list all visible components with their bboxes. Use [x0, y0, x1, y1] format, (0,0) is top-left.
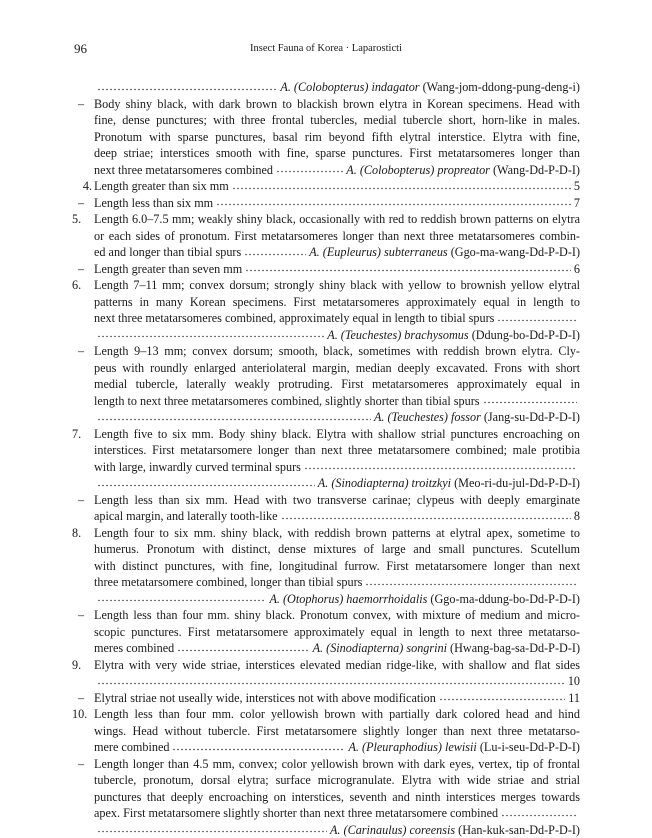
korean-name: (Ddung-bo-Dd-P-D-I): [469, 328, 580, 342]
couplet-text: Length less than six mm: [94, 195, 213, 212]
key-line: [72, 129, 580, 146]
key-text: interstices. First metatarsomere longer than next three metatarsomere combined; male protibia: [94, 442, 580, 459]
key-text: or each sides of pronotum. First metatarsomeres longer than next three metatarsomeres combin-: [94, 228, 580, 245]
leader-dots: [244, 253, 306, 256]
korean-name: (Wang-Dd-P-D-I): [490, 163, 580, 177]
leader-dots: [497, 319, 577, 322]
key-result: [309, 244, 580, 261]
key-line: [72, 294, 580, 311]
key-result: [348, 739, 580, 756]
running-title: Insect Fauna of Korea · Laparosticti: [0, 43, 652, 54]
leader-dots: [439, 698, 565, 701]
key-line: [72, 657, 580, 674]
key-text: Length less than six mm. Head with two transverse carinae; clypeus with deeply emarginate: [94, 492, 580, 509]
taxon-name: A. (Otophorus) haemorrhoidalis: [269, 592, 427, 606]
leader-dots: [97, 682, 565, 685]
key-line: [72, 805, 580, 822]
leader-dots: [232, 187, 571, 190]
korean-name: (Ggo-ma-ddung-bo-Dd-P-D-I): [427, 592, 580, 606]
taxon-name: A. (Colobopterus) indagator: [280, 80, 419, 94]
key-line: [72, 591, 580, 608]
key-text: Pronotum with sparse punctures, basal rim beyond fifth elytral interstice. Elytra with fine,: [94, 129, 580, 146]
couplet-text: mere combined: [94, 739, 169, 756]
korean-name: (Hwang-bag-sa-Dd-P-D-I): [447, 641, 580, 655]
korean-name: (Meo-ri-du-jul-Dd-P-D-I): [451, 476, 580, 490]
taxon-name: A. (Sinodiapterna) songrini: [313, 641, 447, 655]
key-text: medial tubercle, laterally weakly protruding. First metatarsomeres approximately equal in: [94, 376, 580, 393]
key-text: Length 7–11 mm; convex dorsum; strongly shiny black with yellow to brownish yellow elytral: [94, 277, 580, 294]
key-line: [72, 508, 580, 525]
couplet-text: Length greater than six mm: [94, 178, 229, 195]
leader-dots: [501, 814, 577, 817]
key-line: [72, 541, 580, 558]
leader-dots: [97, 830, 327, 833]
couplet-marker: –: [78, 343, 84, 360]
korean-name: 10: [568, 674, 580, 688]
key-line: [72, 607, 580, 624]
couplet-text: apex. First metatarsomere slightly shorter than next three metatarsomere combined: [94, 805, 498, 822]
key-text: Length longer than 4.5 mm, convex; color yellowish brown with dark eyes, vertex, tip of frontal: [94, 756, 580, 773]
key-result: [269, 591, 580, 608]
key-line: [72, 739, 580, 756]
key-result: [280, 79, 580, 96]
key-line: [72, 640, 580, 657]
couplet-text: three metatarsomere combined, longer than tibial spurs: [94, 574, 362, 591]
key-line: [72, 426, 580, 443]
leader-dots: [483, 401, 577, 404]
key-line: [72, 310, 580, 327]
page-number: 96: [74, 41, 87, 57]
couplet-marker: –: [78, 96, 84, 113]
korean-name: 6: [574, 262, 580, 276]
key-text: Length less than four mm. shiny black. Pronotum convex, with mixture of medium and micro-: [94, 607, 580, 624]
key-line: [72, 162, 580, 179]
key-line: [72, 178, 580, 195]
key-line: [72, 327, 580, 344]
key-line: [72, 789, 580, 806]
key-text: tubercle, pronotum, dorsal elytra; surface microgranulate. Elytra with wide striae and strial: [94, 772, 580, 789]
couplet-text: Length greater than seven mm: [94, 261, 242, 278]
key-line: [72, 706, 580, 723]
key-line: [72, 145, 580, 162]
key-line: [72, 624, 580, 641]
couplet-text: next three metatarsomeres combined, approximately equal in length to tibial spurs: [94, 310, 494, 327]
key-text: humerus. Pronotum with distinct, dense mixtures of large and small punctures. Scutellum: [94, 541, 580, 558]
identification-key: [72, 79, 580, 838]
key-line: [72, 492, 580, 509]
leader-dots: [177, 649, 309, 652]
key-line: [72, 112, 580, 129]
key-result: [374, 409, 580, 426]
leader-dots: [365, 583, 577, 586]
couplet-marker: 6.: [72, 277, 92, 294]
key-line: [72, 756, 580, 773]
couplet-marker: 4.: [72, 178, 92, 195]
key-line: [72, 723, 580, 740]
couplet-marker: –: [78, 195, 84, 212]
key-text: with distinct punctures, with fine, longitudinal furrow. First metatarsomere longer than next: [94, 558, 580, 575]
leader-dots: [245, 269, 571, 272]
taxon-name: A. (Teuchestes) fossor: [374, 410, 481, 424]
leader-dots: [304, 467, 577, 470]
couplet-text: meres combined: [94, 640, 174, 657]
couplet-text: apical margin, and laterally tooth-like: [94, 508, 278, 525]
korean-name: (Han-kuk-san-Dd-P-D-I): [455, 823, 580, 837]
korean-name: (Wang-jom-ddong-pung-deng-i): [420, 80, 580, 94]
key-line: [72, 195, 580, 212]
key-text: peus with roundly enlarged anteriolateral margin, median deeply excavated. Frons with short: [94, 360, 580, 377]
key-text: Elytra with very wide striae, interstices elevated median ridge-like, with shallow and flat sides: [94, 657, 580, 674]
key-line: [72, 277, 580, 294]
korean-name: (Lu-i-seu-Dd-P-D-I): [477, 740, 580, 754]
leader-dots: [97, 484, 315, 487]
key-result: [346, 162, 580, 179]
key-line: [72, 772, 580, 789]
leader-dots: [276, 170, 343, 173]
leader-dots: [97, 88, 277, 91]
key-line: [72, 459, 580, 476]
couplet-text: Elytral striae not useally wide, interstices not with above modification: [94, 690, 436, 707]
korean-name: 7: [574, 196, 580, 210]
key-line: [72, 475, 580, 492]
korean-name: 11: [568, 691, 580, 705]
key-text: punctures that deeply encroaching on interstices, seventh and ninth interstices merges towards: [94, 789, 580, 806]
couplet-marker: 9.: [72, 657, 92, 674]
key-result: [318, 475, 580, 492]
key-line: [72, 409, 580, 426]
couplet-marker: 5.: [72, 211, 92, 228]
key-text: Body shiny black, with dark brown to blackish brown elytra in Korean specimens. Head with: [94, 96, 580, 113]
key-result: [568, 690, 580, 707]
key-text: wings. Head without tubercle. First metatarsomere slightly longer than next three metatarso-: [94, 723, 580, 740]
key-result: [313, 640, 580, 657]
key-line: [72, 574, 580, 591]
key-text: Length less than four mm. color yellowish brown with partially dark colored head and hind: [94, 706, 580, 723]
key-line: [72, 673, 580, 690]
leader-dots: [172, 748, 345, 751]
key-line: [72, 376, 580, 393]
taxon-name: A. (Teuchestes) brachysomus: [327, 328, 468, 342]
key-line: [72, 393, 580, 410]
couplet-marker: 8.: [72, 525, 92, 542]
couplet-marker: –: [78, 261, 84, 278]
key-text: Length 6.0–7.5 mm; weakly shiny black, occasionally with red to reddish brown patterns on elytra: [94, 211, 580, 228]
couplet-marker: 7.: [72, 426, 92, 443]
key-line: [72, 360, 580, 377]
key-line: [72, 96, 580, 113]
key-line: [72, 442, 580, 459]
key-line: [72, 690, 580, 707]
key-result: [574, 195, 580, 212]
key-result: [327, 327, 580, 344]
key-line: [72, 211, 580, 228]
key-line: [72, 261, 580, 278]
couplet-text: length to next three metatarsomeres combined, slightly shorter than tibial spurs: [94, 393, 480, 410]
couplet-marker: –: [78, 492, 84, 509]
couplet-marker: 10.: [72, 706, 92, 723]
key-result: [574, 261, 580, 278]
leader-dots: [97, 418, 371, 421]
couplet-text: ed and longer than tibial spurs: [94, 244, 241, 261]
couplet-marker: –: [78, 690, 84, 707]
key-result: [568, 673, 580, 690]
korean-name: (Ggo-ma-wang-Dd-P-D-I): [448, 245, 580, 259]
taxon-name: A. (Eupleurus) subterraneus: [309, 245, 447, 259]
key-line: [72, 525, 580, 542]
korean-name: 8: [574, 509, 580, 523]
taxon-name: A. (Colobopterus) propreator: [346, 163, 490, 177]
leader-dots: [97, 599, 266, 602]
key-text: Length 9–13 mm; convex dorsum; smooth, black, sometimes with reddish brown elytra. Cly-: [94, 343, 580, 360]
key-text: fine, dense punctures; with three frontal tubercles, medial tubercle short, horn-like in males.: [94, 112, 580, 129]
key-text: scopic punctures. First metatarsomere approximately equal in length to next three metatarso-: [94, 624, 580, 641]
leader-dots: [216, 203, 571, 206]
key-text: Length five to six mm. Body shiny black. Elytra with shallow strial punctures encroaching on: [94, 426, 580, 443]
taxon-name: A. (Pleuraphodius) lewisii: [348, 740, 476, 754]
taxon-name: A. (Carinaulus) coreensis: [330, 823, 455, 837]
leader-dots: [97, 335, 324, 338]
key-line: [72, 558, 580, 575]
couplet-marker: –: [78, 756, 84, 773]
key-line: [72, 228, 580, 245]
korean-name: (Jang-su-Dd-P-D-I): [481, 410, 580, 424]
couplet-text: with large, inwardly curved terminal spurs: [94, 459, 301, 476]
leader-dots: [281, 517, 571, 520]
key-result: [574, 178, 580, 195]
key-text: Length four to six mm. shiny black, with reddish brown patterns at elytral apex, sometime to: [94, 525, 580, 542]
key-result: [574, 508, 580, 525]
key-text: patterns in many Korean specimens. First metatarsomeres approximately equal in length to: [94, 294, 580, 311]
couplet-text: next three metatarsomeres combined: [94, 162, 273, 179]
taxon-name: A. (Sinodiapterna) troitzkyi: [318, 476, 451, 490]
couplet-marker: –: [78, 607, 84, 624]
key-line: [72, 244, 580, 261]
key-text: deep striae; interstices smooth with fine, sparse punctures. First metatarsomeres longer than: [94, 145, 580, 162]
key-line: [72, 79, 580, 96]
korean-name: 5: [574, 179, 580, 193]
key-line: [72, 343, 580, 360]
